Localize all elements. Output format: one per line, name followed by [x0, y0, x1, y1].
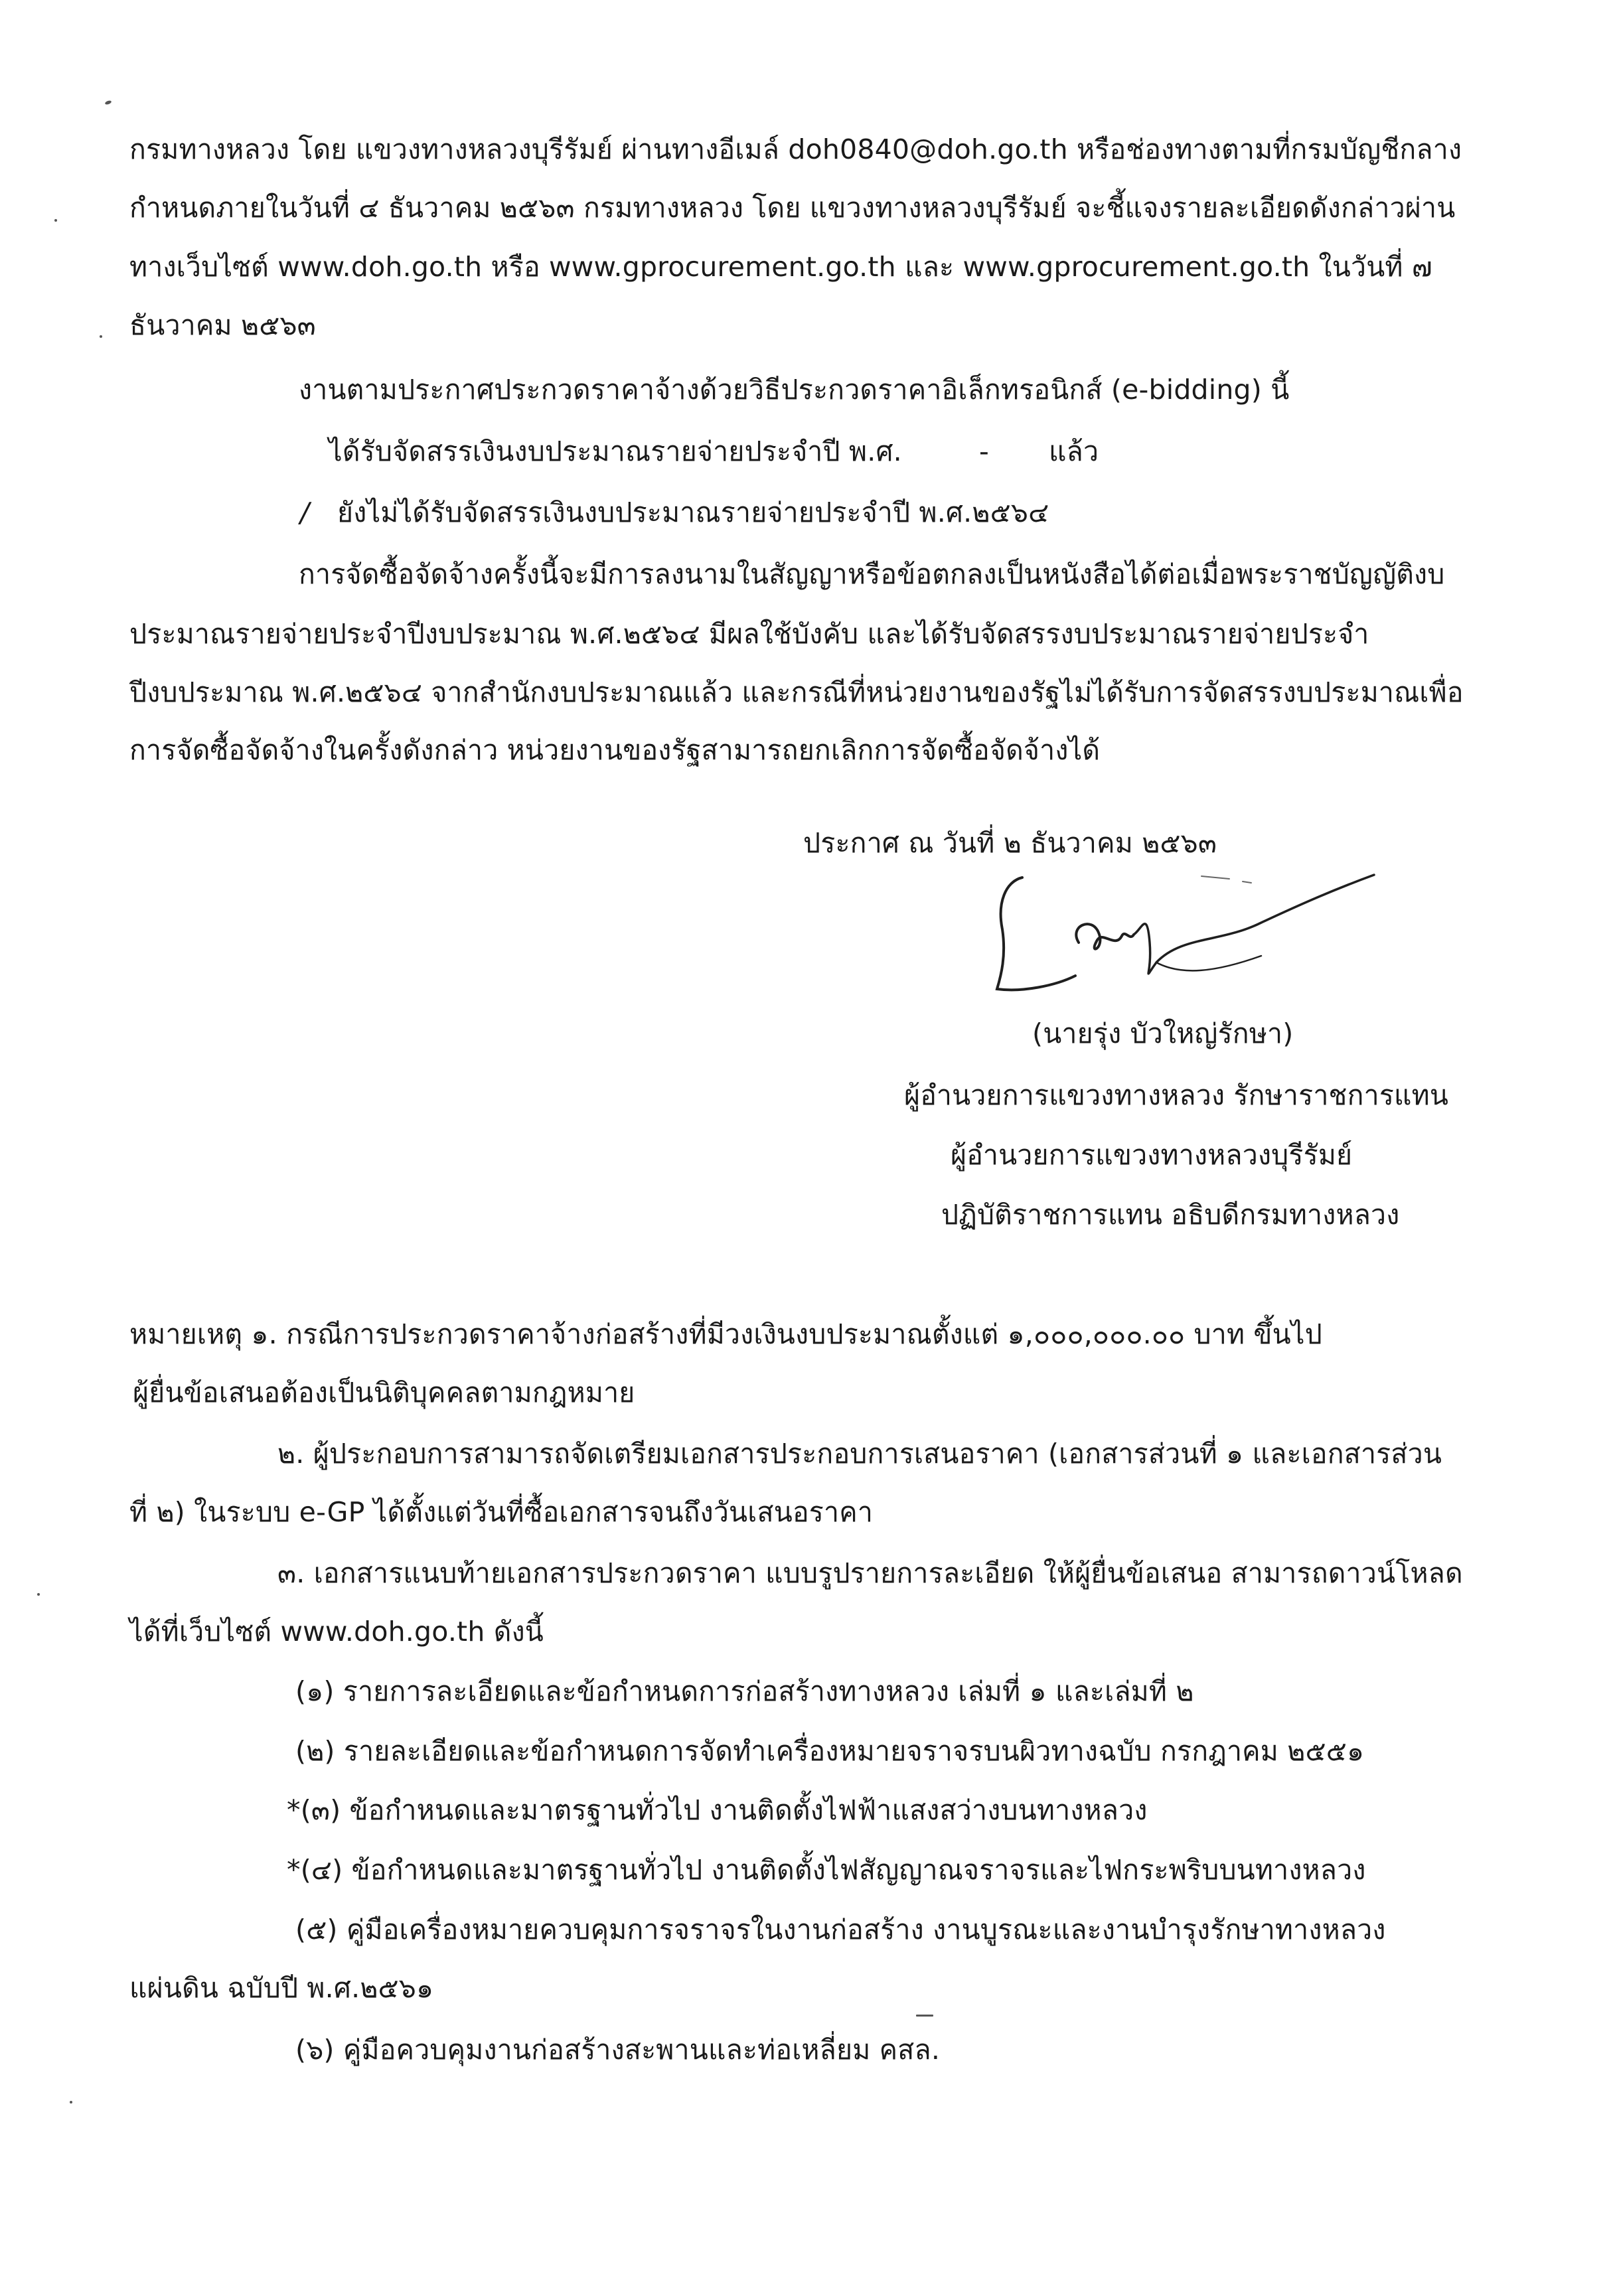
paragraph-1-line-1: กรมทางหลวง โดย แขวงทางหลวงบุรีรัมย์ ผ่านทางอีเมล์ doh0840@doh.go.th หรือช่องทางตามที่กรมบัญชีกลาง — [129, 133, 1462, 165]
budget-intro: งานตามประกาศประกวดราคาจ้างด้วยวิธีประกวดราคาอิเล็กทรอนิกส์ (e-bidding) นี้ — [299, 374, 1290, 406]
paragraph-2-line-1: การจัดซื้อจัดจ้างครั้งนี้จะมีการลงนามในสัญญาหรือข้อตกลงเป็นหนังสือได้ต่อเมื่อพระราชบัญญัติงบ — [299, 558, 1445, 590]
note-1-line-2: ผู้ยื่นข้อเสนอต้องเป็นนิติบุคคลตามกฎหมาย — [133, 1377, 635, 1409]
attachment-item-4: *(๔) ข้อกำหนดและมาตรฐานทั่วไป งานติดตั้งไฟสัญญาณจราจรและไฟกระพริบบนทางหลวง — [287, 1854, 1366, 1886]
note-3-line-1: ๓. เอกสารแนบท้ายเอกสารประกวดราคา แบบรูปรายการละเอียด ให้ผู้ยื่นข้อเสนอ สามารถดาวน์โหลด — [277, 1557, 1463, 1589]
scan-speck — [37, 1593, 40, 1596]
budget-option-dash: - — [979, 435, 989, 467]
scan-speck — [916, 2015, 933, 2017]
paragraph-1-line-2: กำหนดภายในวันที่ ๔ ธันวาคม ๒๕๖๓ กรมทางหลวง โดย แขวงทางหลวงบุรีรัมย์ จะชี้แจงรายละเอียดดังกล่าวผ่าน — [129, 192, 1456, 224]
attachment-item-5-continued: แผ่นดิน ฉบับปี พ.ศ.๒๕๖๑ — [129, 1972, 434, 2004]
handwritten-signature — [982, 863, 1407, 1002]
signer-title-3: ปฏิบัติราชการแทน อธิบดีกรมทางหลวง — [941, 1199, 1400, 1231]
budget-option-end: แล้ว — [1049, 435, 1099, 467]
note-1-line-1: หมายเหตุ ๑. กรณีการประกวดราคาจ้างก่อสร้างที่มีวงเงินงบประมาณตั้งแต่ ๑,๐๐๐,๐๐๐.๐๐ บาท ขึ้นไป — [129, 1318, 1322, 1350]
check-mark: / — [300, 497, 310, 528]
attachment-item-6: (๖) คู่มือควบคุมงานก่อสร้างสะพานและท่อเหลี่ยม คสล. — [295, 2034, 941, 2066]
signer-title-1: ผู้อำนวยการแขวงทางหลวง รักษาราชการแทน — [904, 1079, 1449, 1111]
paragraph-2-line-4: การจัดซื้อจัดจ้างในครั้งดังกล่าว หน่วยงานของรัฐสามารถยกเลิกการจัดซื้อจัดจ้างได้ — [129, 734, 1101, 766]
paragraph-2-line-2: ประมาณรายจ่ายประจำปีงบประมาณ พ.ศ.๒๕๖๔ มีผลใช้บังคับ และได้รับจัดสรรงบประมาณรายจ่ายประจำ — [129, 618, 1369, 650]
scan-speck — [104, 100, 112, 105]
note-3-line-2: ได้ที่เว็บไซต์ www.doh.go.th ดังนี้ — [129, 1616, 544, 1647]
budget-option-not-allocated: ยังไม่ได้รับจัดสรรเงินงบประมาณรายจ่ายประจำปี พ.ศ.๒๕๖๔ — [337, 497, 1049, 528]
attachment-item-5: (๕) คู่มือเครื่องหมายควบคุมการจราจรในงานก่อสร้าง งานบูรณะและงานบำรุงรักษาทางหลวง — [295, 1914, 1386, 1946]
announcement-date: ประกาศ ณ วันที่ ๒ ธันวาคม ๒๕๖๓ — [803, 827, 1217, 859]
scan-speck — [54, 219, 57, 222]
signer-name: (นายรุ่ง บัวใหญ่รักษา) — [1032, 1018, 1294, 1049]
paragraph-2-line-3: ปีงบประมาณ พ.ศ.๒๕๖๔ จากสำนักงบประมาณแล้ว และกรณีที่หน่วยงานของรัฐไม่ได้รับการจัดสรรงบประมาณเพื่อ — [129, 676, 1464, 708]
scan-speck — [100, 335, 102, 338]
budget-option-allocated: ได้รับจัดสรรเงินงบประมาณรายจ่ายประจำปี พ.ศ. — [329, 435, 902, 467]
attachment-item-3: *(๓) ข้อกำหนดและมาตรฐานทั่วไป งานติดตั้งไฟฟ้าแสงสว่างบนทางหลวง — [287, 1794, 1148, 1826]
signer-title-2: ผู้อำนวยการแขวงทางหลวงบุรีรัมย์ — [951, 1139, 1353, 1171]
attachment-item-2: (๒) รายละเอียดและข้อกำหนดการจัดทำเครื่องหมายจราจรบนผิวทางฉบับ กรกฎาคม ๒๕๕๑ — [295, 1735, 1365, 1767]
attachment-item-1: (๑) รายการละเอียดและข้อกำหนดการก่อสร้างทางหลวง เล่มที่ ๑ และเล่มที่ ๒ — [295, 1675, 1194, 1707]
note-2-line-1: ๒. ผู้ประกอบการสามารถจัดเตรียมเอกสารประกอบการเสนอราคา (เอกสารส่วนที่ ๑ และเอกสารส่วน — [277, 1438, 1442, 1470]
scan-speck — [70, 2101, 72, 2104]
paragraph-1-line-4: ธันวาคม ๒๕๖๓ — [129, 309, 316, 341]
paragraph-1-line-3: ทางเว็บไซต์ www.doh.go.th หรือ www.gprocurement.go.th และ www.gprocurement.go.th ในวันที่ ๗ — [129, 251, 1432, 283]
note-2-line-2: ที่ ๒) ในระบบ e-GP ได้ตั้งแต่วันที่ซื้อเอกสารจนถึงวันเสนอราคา — [129, 1496, 874, 1528]
